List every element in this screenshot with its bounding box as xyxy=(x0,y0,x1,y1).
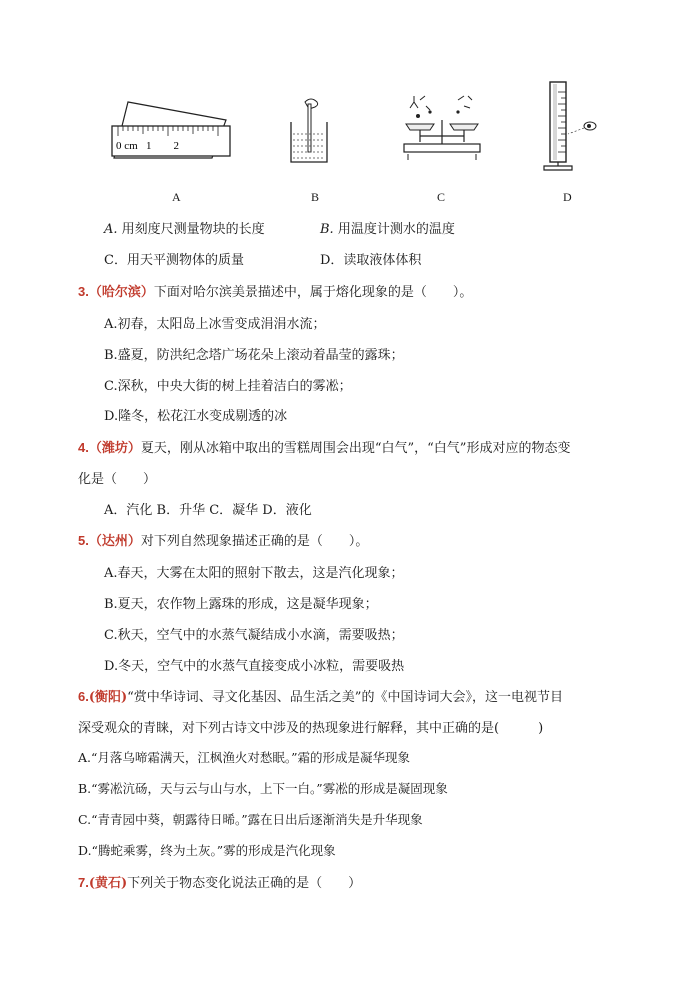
question-5-option: D.冬天，空气中的水蒸气直接变成小冰粒，需要吸热 xyxy=(104,659,405,674)
question-6-option: B.“雾凇沆砀，天与云与山与水，上下一白。”雾凇的形成是凝固现象 xyxy=(78,781,448,796)
ruler-scale-text: 0 cm 1 2 xyxy=(116,140,179,152)
question-7-stem xyxy=(78,872,361,891)
question-3-option: D.隆冬，松花江水变成剔透的冰 xyxy=(104,409,288,424)
ruler-figure xyxy=(108,96,238,166)
question-5-number: 5. xyxy=(78,533,89,548)
figure-label-a: A xyxy=(172,190,181,204)
question-3-number: 3. xyxy=(78,284,89,299)
question-3-option: B.盛夏，防洪纪念塔广场花朵上滚动着晶莹的露珠； xyxy=(104,348,404,363)
question-4-text: 夏天，刚从冰箱中取出的雪糕周围会出现“白气”，“白气”形成对应的物态变 xyxy=(140,441,571,456)
question-4-options: A．汽化 B．升华 C．凝华 D．液化 xyxy=(104,503,312,518)
question-5-text: 对下列自然现象描述正确的是（ ）。 xyxy=(140,534,369,549)
q2-option-b-text: 用温度计测水的温度 xyxy=(337,222,455,237)
question-6-option: C.“青青园中葵，朝露待日晞。”露在日出后逐渐消失是升华现象 xyxy=(78,812,423,827)
question-7-number: 7. xyxy=(78,875,89,890)
question-7-source: (黄石) xyxy=(88,876,128,891)
figure-label-d: D xyxy=(563,190,572,204)
cylinder-figure xyxy=(540,80,600,172)
question-3-text: 下面对哈尔滨美景描述中，属于熔化现象的是（ ）。 xyxy=(153,285,473,300)
question-5-source: （达州） xyxy=(88,534,141,549)
q2-option-b-letter: B. xyxy=(320,222,334,237)
q2-option-a xyxy=(104,218,265,237)
question-7-text: 下列关于物态变化说法正确的是（ ） xyxy=(127,876,362,891)
balance-figure xyxy=(400,86,484,164)
question-4-stem-continued: 化是（ ） xyxy=(78,472,157,487)
q2-option-b xyxy=(320,218,455,237)
question-5-option: A.春天，大雾在太阳的照射下散去，这是汽化现象； xyxy=(104,566,404,581)
q2-option-d: D．读取液体体积 xyxy=(320,253,422,268)
q2-option-a-text: 用刻度尺测量物块的长度 xyxy=(121,222,265,237)
figure-row xyxy=(0,78,696,213)
question-6-number: 6. xyxy=(78,689,89,704)
question-3-source: （哈尔滨） xyxy=(88,285,154,300)
question-6-stem xyxy=(78,686,563,705)
question-6-stem-continued: 深受观众的青睐，对下列古诗文中涉及的热现象进行解释，其中正确的是( ) xyxy=(78,721,544,736)
question-6-text: “赏中华诗词、寻文化基因、品生活之美”的《中国诗词大会》，这一电视节目 xyxy=(127,690,563,705)
question-4-source: （潍坊） xyxy=(88,441,141,456)
question-3-option: C.深秋，中央大街的树上挂着洁白的雾凇； xyxy=(104,379,352,394)
question-4-number: 4. xyxy=(78,440,89,455)
question-4-stem xyxy=(78,437,570,456)
question-5-option: C.秋天，空气中的水蒸气凝结成小水滴，需要吸热； xyxy=(104,628,404,643)
figure-label-b: B xyxy=(311,190,320,204)
question-6-option: D.“腾蛇乘雾，终为土灰。”雾的形成是汽化现象 xyxy=(78,843,336,858)
question-5-option: B.夏天，农作物上露珠的形成，这是凝华现象； xyxy=(104,597,378,612)
question-3-stem xyxy=(78,281,472,300)
q2-option-c: C．用天平测物体的质量 xyxy=(104,253,244,268)
thermometer-figure xyxy=(285,96,335,168)
figure-label-c: C xyxy=(437,190,446,204)
question-6-option: A.“月落乌啼霜满天，江枫渔火对愁眠。”霜的形成是凝华现象 xyxy=(78,750,411,765)
q2-option-a-letter: A. xyxy=(104,222,118,237)
question-6-source: (衡阳) xyxy=(88,690,128,705)
question-5-stem xyxy=(78,530,368,549)
question-3-option: A.初春，太阳岛上冰雪变成涓涓水流； xyxy=(104,317,326,332)
